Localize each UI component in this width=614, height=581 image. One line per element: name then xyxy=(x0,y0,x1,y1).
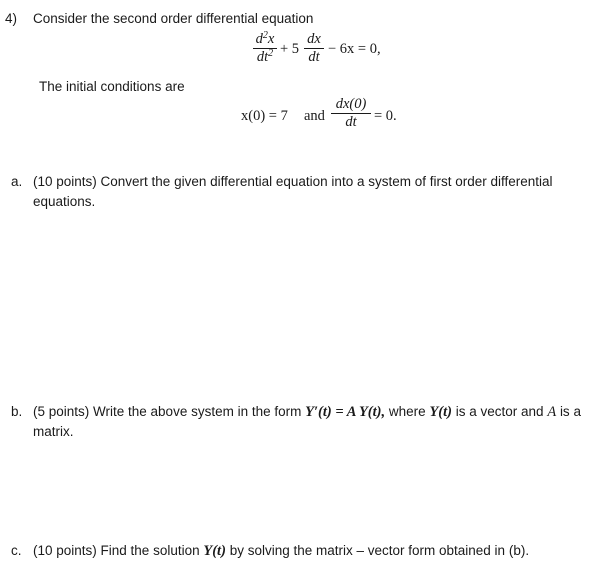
part-a-text xyxy=(33,172,553,212)
part-c-line1: (10 points) Find the solution Y(t) by solving the matrix – vector form obtained in (b). xyxy=(33,543,530,559)
part-a-line1: (10 points) Convert the given differential equation into a system of first order differential xyxy=(33,174,553,189)
fraction-numerator: dx xyxy=(307,31,321,47)
part-b-line1: (5 points) Write the above system in the form Y′(t) = A Y(t), where Y(t) is a vector and A is a xyxy=(33,404,581,420)
fraction-numerator: $d^2x$ xyxy=(255,30,275,47)
dx0-fraction xyxy=(331,96,371,131)
x0-condition: x(0) = 7 xyxy=(241,108,288,124)
solution-y: Y(t) xyxy=(203,543,226,559)
second-derivative-fraction xyxy=(253,31,277,66)
fraction-numerator: dx(0) xyxy=(335,96,367,112)
fraction-denominator: dt xyxy=(345,114,357,130)
vector-y: Y(t) xyxy=(429,404,452,420)
part-b-letter: b. xyxy=(11,404,23,419)
equation-tail: − 6x = 0, xyxy=(328,41,381,57)
system-form: Y′(t) = A Y(t), xyxy=(305,404,386,420)
fraction-denominator: $dt^2$ xyxy=(256,48,274,65)
part-c-text xyxy=(33,541,529,561)
first-derivative-fraction xyxy=(304,31,324,66)
and-word: and xyxy=(304,108,325,124)
part-a-line2: equations. xyxy=(33,194,96,209)
problem-intro: Consider the second order differential equation xyxy=(33,11,314,26)
initial-conditions-label: The initial conditions are xyxy=(39,79,185,94)
part-a-letter: a. xyxy=(11,174,23,189)
fraction-denominator: dt xyxy=(308,49,320,65)
dx0-equals: = 0. xyxy=(374,108,397,124)
plus-five-term: + 5 xyxy=(280,41,300,57)
part-c-letter: c. xyxy=(11,543,22,558)
matrix-a: A xyxy=(547,404,557,420)
part-b-text xyxy=(33,402,581,442)
part-b-line2: matrix. xyxy=(33,424,74,439)
problem-number: 4) xyxy=(5,11,18,26)
